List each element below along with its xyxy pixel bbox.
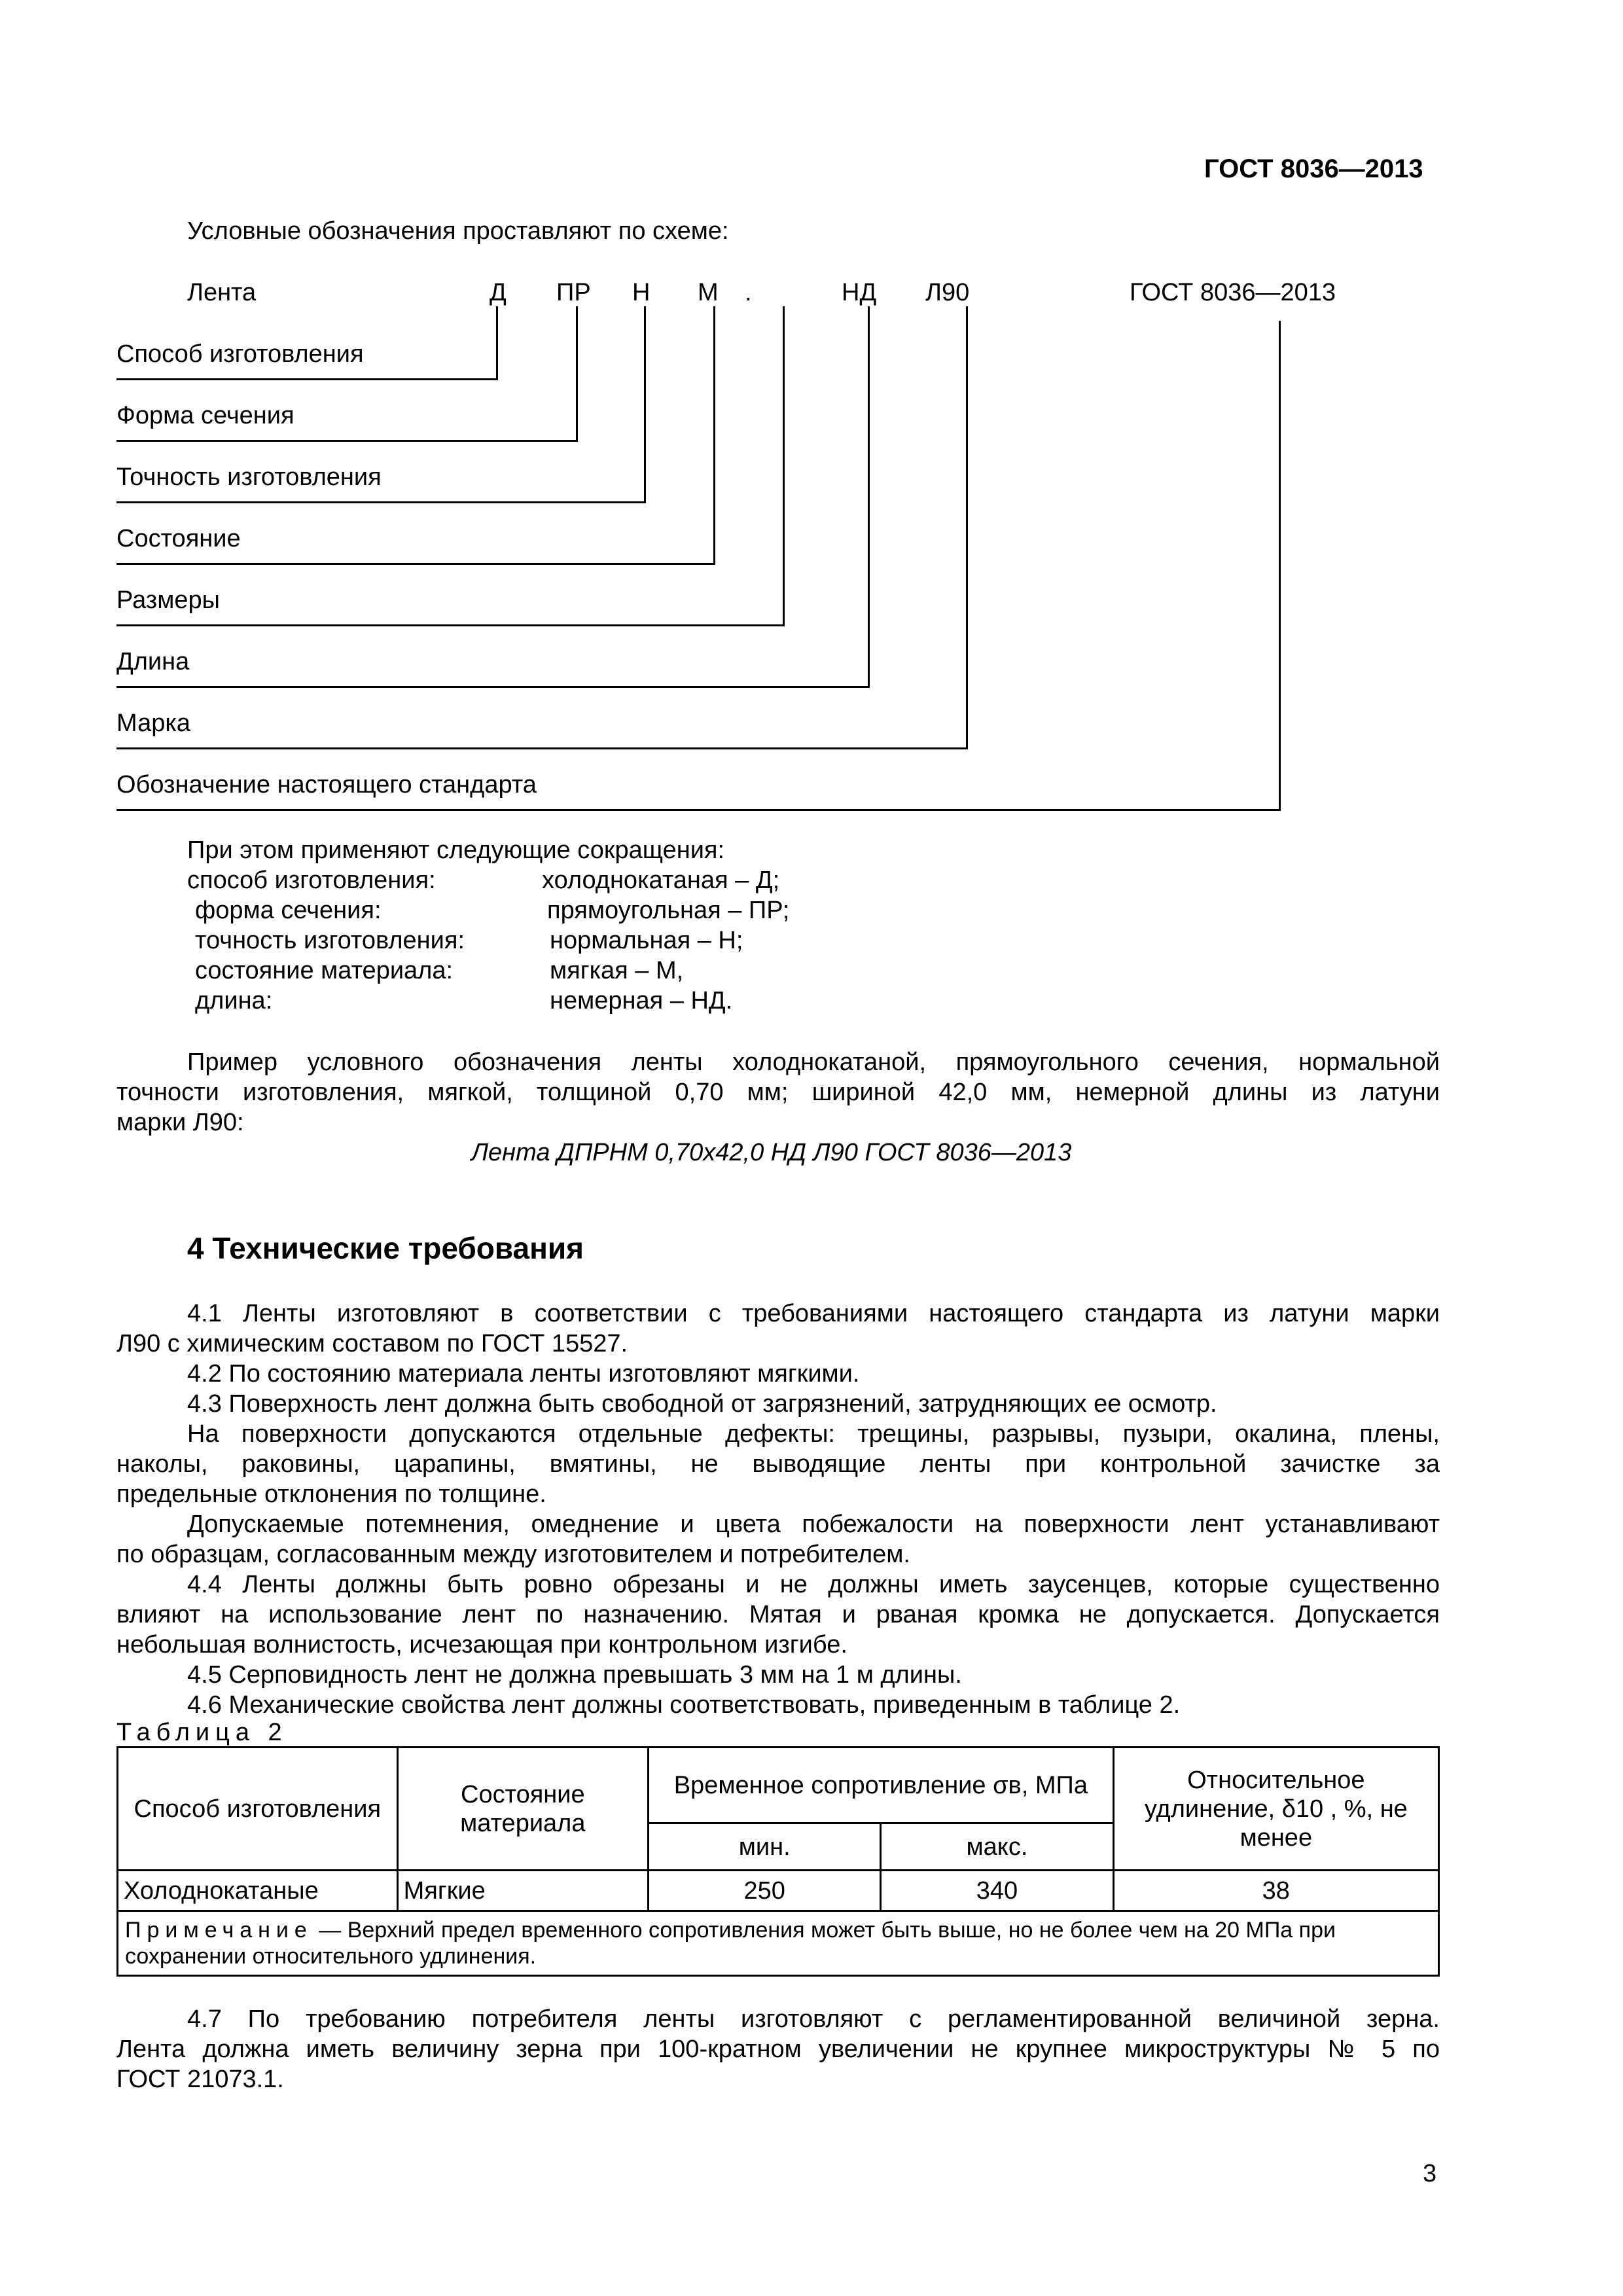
scheme-code-gost: ГОСТ 8036—2013 <box>1130 279 1336 306</box>
scheme-code-n: Н <box>632 279 651 306</box>
scheme-code-nd: НД <box>842 279 877 306</box>
table-caption: Таблица 2 <box>116 1719 288 1746</box>
cell-max: 340 <box>881 1871 1113 1911</box>
text-line: Пример условного обозначения ленты холоднокатаной, прямоугольного сечения, нормальной <box>187 1049 1440 1076</box>
abbrev-value: прямоугольная – ПР; <box>547 897 790 924</box>
scheme-label-accuracy: Точность изготовления <box>116 463 382 491</box>
connector-horizontal <box>116 440 578 442</box>
connector-horizontal <box>116 501 646 503</box>
text-line: ГОСТ 21073.1. <box>116 2066 284 2093</box>
cell-min: 250 <box>649 1871 881 1911</box>
text-line: предельные отклонения по толщине. <box>116 1480 546 1508</box>
section-title: 4 Технические требования <box>187 1231 584 1265</box>
abbrev-value: немерная – НД. <box>550 987 733 1014</box>
header-method: Способ изготовления <box>118 1748 398 1871</box>
connector-vertical <box>1279 321 1281 810</box>
paragraph-4-6: 4.6 Механические свойства лент должны соответствовать, приведенным в таблице 2. <box>187 1691 1181 1719</box>
mechanical-properties-table <box>116 1746 1440 1977</box>
abbrev-term: форма сечения: <box>195 897 382 924</box>
abbrev-value: мягкая – М, <box>550 957 684 984</box>
abbrev-term: точность изготовления: <box>195 927 465 954</box>
document-header: ГОСТ 8036—2013 <box>1204 154 1423 183</box>
scheme-label-standard: Обозначение настоящего стандарта <box>116 771 537 798</box>
connector-vertical <box>644 306 646 503</box>
paragraph-4-1 <box>116 1299 1440 1359</box>
header-min: мин. <box>649 1823 881 1871</box>
example-designation: Лента ДПРНМ 0,70х42,0 НД Л90 ГОСТ 8036—2013 <box>471 1139 1072 1166</box>
cell-state: Мягкие <box>397 1871 648 1911</box>
table-header-row <box>118 1748 1439 1823</box>
connector-horizontal <box>116 563 715 565</box>
text-line: 4.7 По требованию потребителя ленты изготовляют с регламентированной величиной зерна. <box>187 2005 1440 2033</box>
header-state: Состояние материала <box>397 1748 648 1871</box>
scheme-code-lenta: Лента <box>187 279 257 306</box>
cell-method: Холоднокатаные <box>118 1871 398 1911</box>
table-note <box>118 1911 1439 1976</box>
text-line: 4.1 Ленты изготовляют в соответствии с требованиями настоящего стандарта из латуни марки <box>187 1300 1440 1327</box>
scheme-code-d: Д <box>490 279 507 306</box>
connector-horizontal <box>116 809 1281 811</box>
scheme-intro: Условные обозначения проставляют по схеме: <box>187 217 729 245</box>
paragraph-4-4 <box>116 1570 1440 1660</box>
table-row <box>118 1871 1439 1911</box>
connector-vertical <box>576 306 578 441</box>
scheme-label-dimensions: Размеры <box>116 586 220 614</box>
scheme-label-grade: Марка <box>116 709 190 737</box>
example-paragraph <box>116 1047 1440 1138</box>
connector-vertical <box>496 306 498 380</box>
table-note-row <box>118 1911 1439 1976</box>
abbrev-intro: При этом применяют следующие сокращения: <box>187 836 725 864</box>
text-line: наколы, раковины, царапины, вмятины, не выводящие ленты при контрольной зачистке за <box>116 1450 1440 1478</box>
note-text: — Верхний предел временного сопротивления может быть выше, но не более чем на 20 МПа при сохранении относительного удлинения. <box>125 1918 1336 1969</box>
header-max: макс. <box>881 1823 1113 1871</box>
header-elongation: Относительное удлинение, δ10 , %, не менее <box>1113 1748 1438 1871</box>
text-line: Лента должна иметь величину зерна при 100-кратном увеличении не крупнее микроструктуры № 5 по <box>116 2036 1440 2063</box>
connector-horizontal <box>116 747 968 749</box>
note-label: Примечание <box>125 1918 313 1943</box>
text-line: небольшая волнистость, исчезающая при контрольном изгибе. <box>116 1631 847 1659</box>
abbrev-term: способ изготовления: <box>187 867 436 894</box>
header-strength: Временное сопротивление σв, МПа <box>649 1748 1114 1823</box>
scheme-code-pr: ПР <box>556 279 591 306</box>
text-line: марки Л90: <box>116 1109 244 1136</box>
cell-elongation: 38 <box>1113 1871 1438 1911</box>
paragraph-4-3-tarnish <box>116 1509 1440 1570</box>
text-line: по образцам, согласованным между изготовителем и потребителем. <box>116 1541 910 1568</box>
scheme-label-method: Способ изготовления <box>116 340 364 368</box>
connector-vertical <box>868 306 870 687</box>
scheme-code-l90: Л90 <box>925 279 970 306</box>
scheme-label-length: Длина <box>116 648 190 675</box>
abbrev-value: холоднокатаная – Д; <box>542 867 780 894</box>
abbrev-value: нормальная – Н; <box>550 927 743 954</box>
paragraph-4-7 <box>116 2004 1440 2094</box>
paragraph-4-3: 4.3 Поверхность лент должна быть свободной от загрязнений, затрудняющих ее осмотр. <box>187 1390 1217 1418</box>
scheme-label-shape: Форма сечения <box>116 402 294 429</box>
abbrev-term: состояние материала: <box>195 957 454 984</box>
scheme-code-dot: . <box>745 279 752 306</box>
connector-vertical <box>783 306 785 626</box>
paragraph-4-2: 4.2 По состоянию материала ленты изготовляют мягкими. <box>187 1360 860 1388</box>
abbrev-term: длина: <box>195 987 273 1014</box>
connector-horizontal <box>116 686 870 688</box>
text-line: точности изготовления, мягкой, толщиной 0,70 мм; шириной 42,0 мм, немерной длины из латуни <box>116 1079 1440 1106</box>
connector-vertical <box>966 306 968 749</box>
text-line: 4.4 Ленты должны быть ровно обрезаны и не должны иметь заусенцев, которые существенно <box>187 1571 1440 1598</box>
text-line: Л90 с химическим составом по ГОСТ 15527. <box>116 1330 628 1357</box>
text-line: влияют на использование лент по назначению. Мятая и рваная кромка не допускается. Допускается <box>116 1601 1440 1628</box>
connector-horizontal <box>116 378 498 380</box>
page-number: 3 <box>1423 2160 1437 2187</box>
connector-vertical <box>713 306 715 564</box>
scheme-label-state: Состояние <box>116 525 241 552</box>
paragraph-4-5: 4.5 Серповидность лент не должна превышать 3 мм на 1 м длины. <box>187 1661 962 1689</box>
text-line: На поверхности допускаются отдельные дефекты: трещины, разрывы, пузыри, окалина, плены, <box>187 1420 1440 1448</box>
paragraph-4-3-defects <box>116 1419 1440 1509</box>
text-line: Допускаемые потемнения, омеднение и цвета побежалости на поверхности лент устанавливают <box>187 1511 1440 1538</box>
scheme-code-m: М <box>698 279 719 306</box>
connector-horizontal <box>116 624 785 626</box>
